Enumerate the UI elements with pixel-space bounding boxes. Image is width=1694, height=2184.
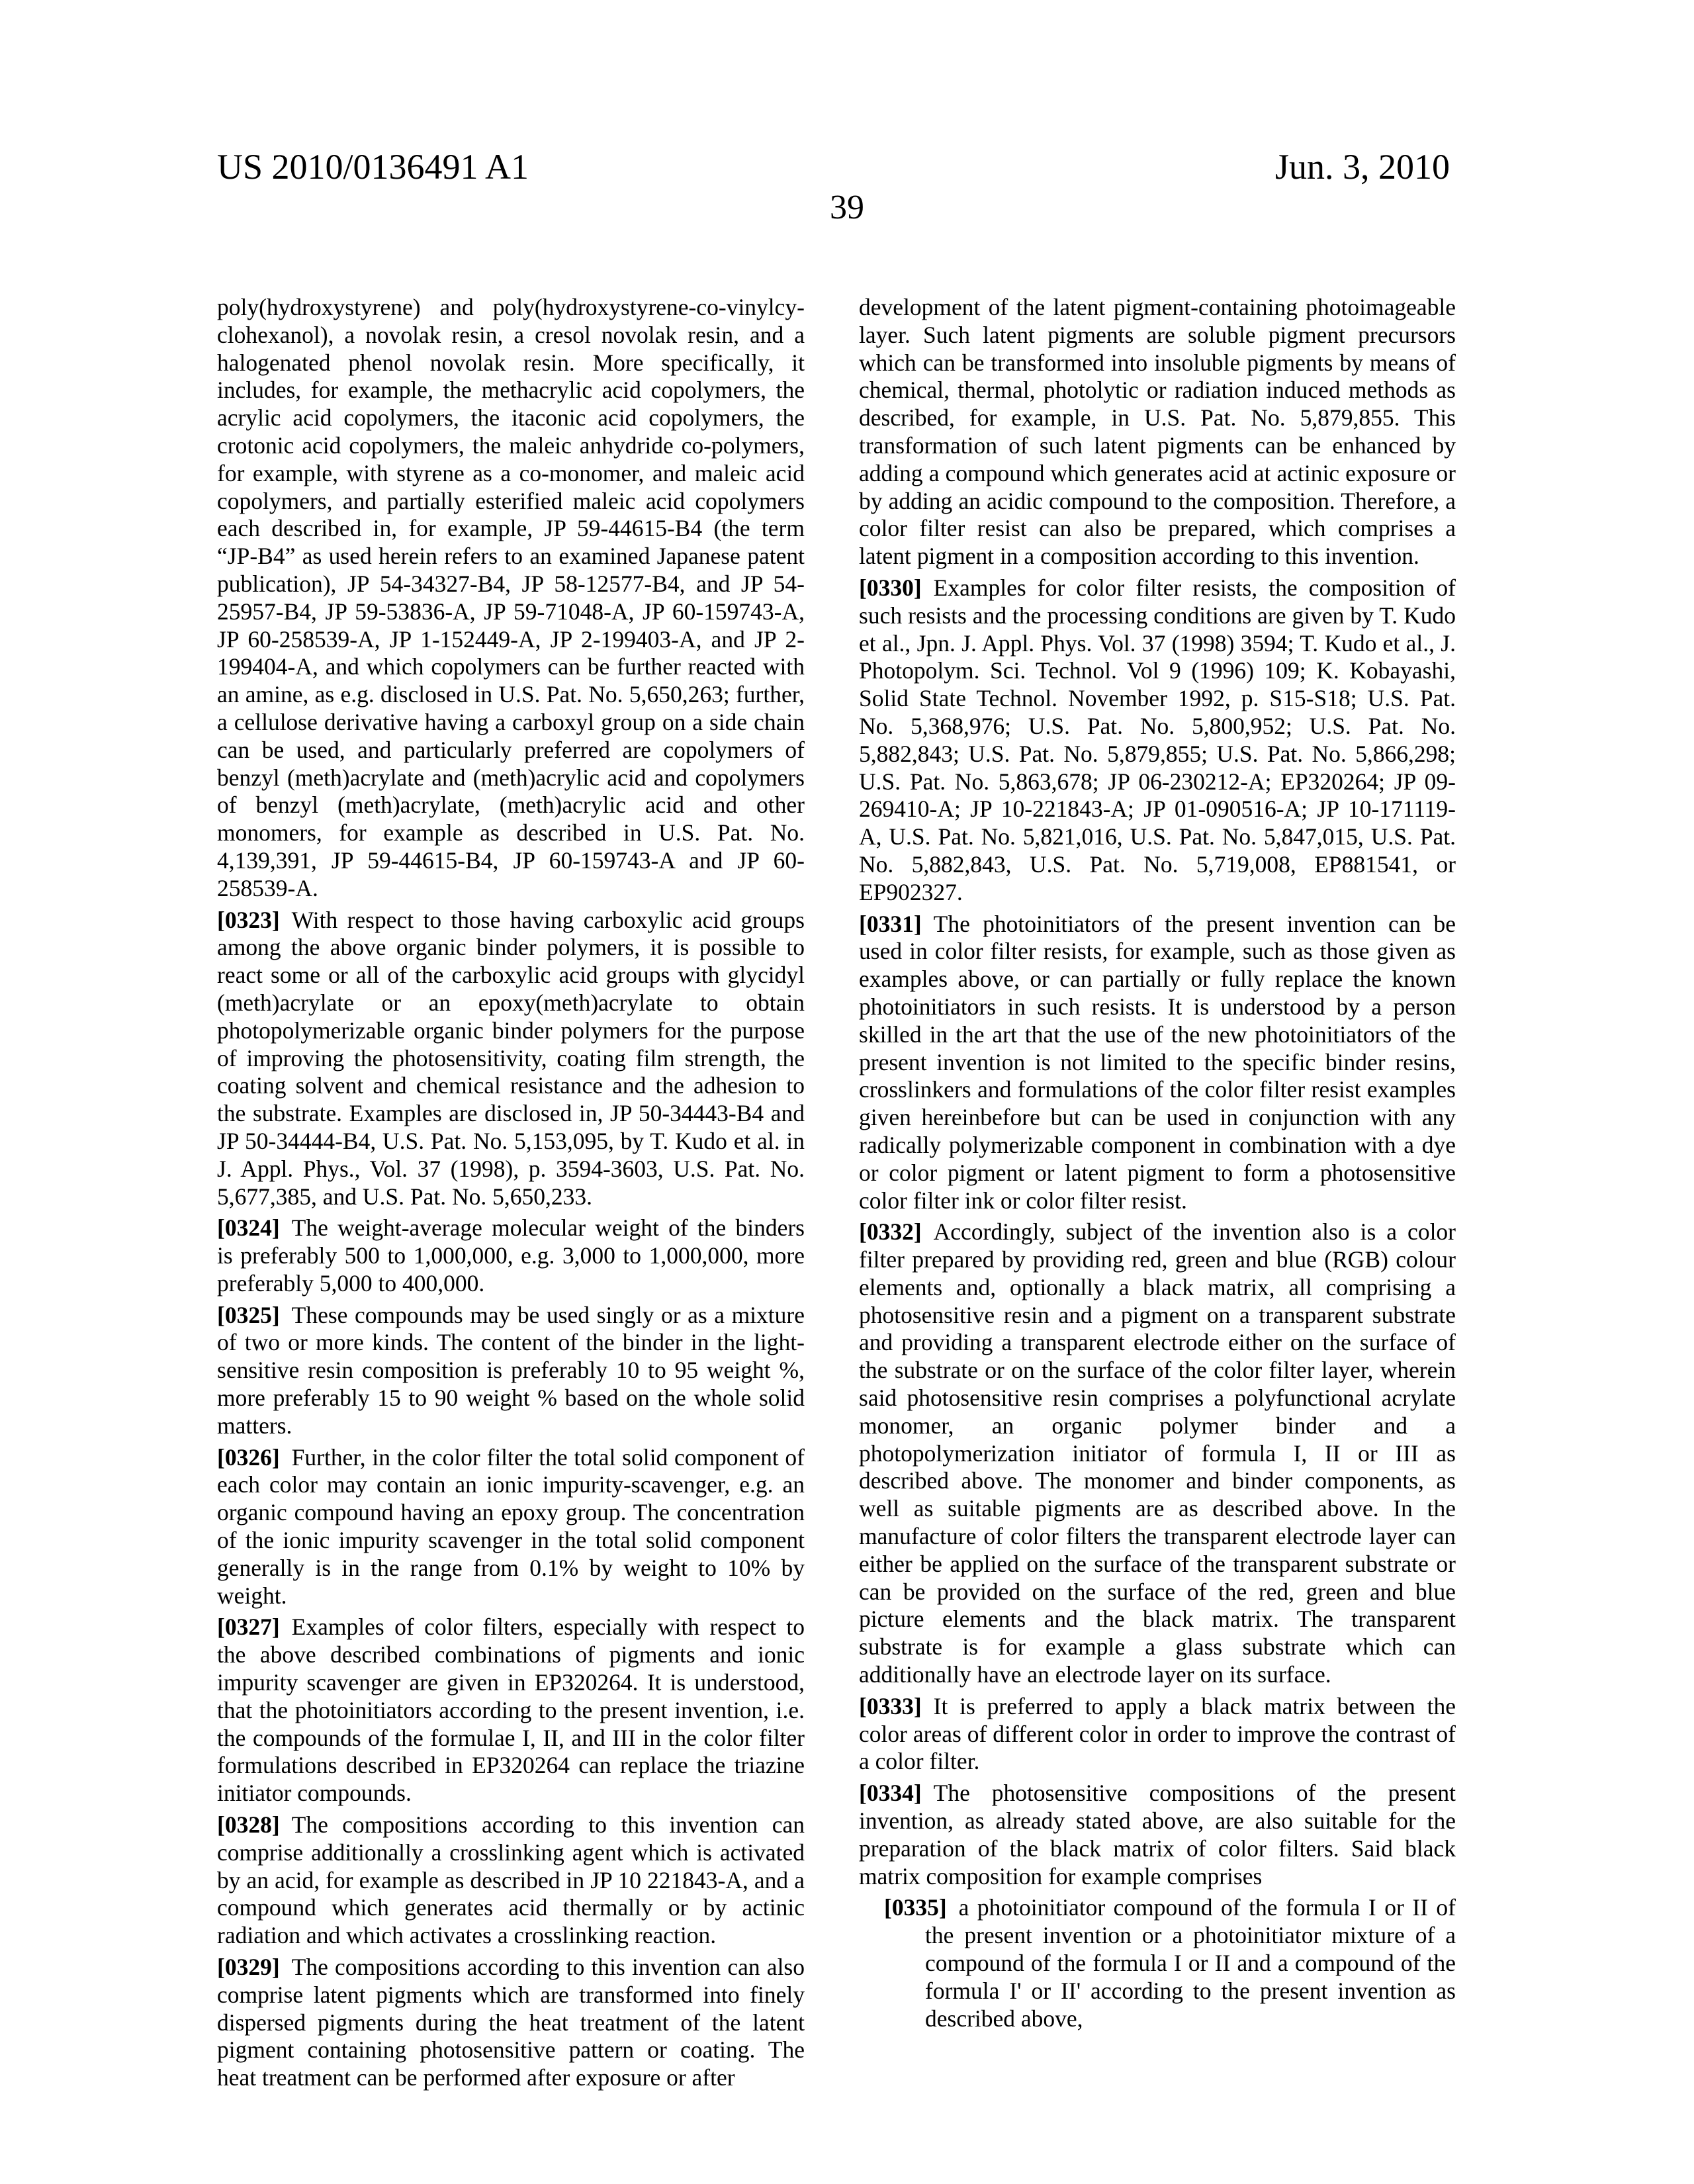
paragraph-0332 — [859, 1218, 1456, 1689]
paragraph-text: Examples for color filter resists, the composition of such resists and the processing conditions are given by T. Kudo et al., Jpn. J. Appl. Phys. Vol. 37 (1998) 3594; T. Kudo et al., J. Photopolym. Sci. Technol. Vol 9 (1996) 109; K. Kobayashi, Solid State Technol. November 1992, p. S15-S18; U.S. Pat. No. 5,368,976; U.S. Pat. No. 5,800,952; U.S. Pat. No. 5,882,843; U.S. Pat. No. 5,879,855; U.S. Pat. No. 5,866,298; U.S. Pat. No. 5,863,678; JP 06-230212-A; EP320264; JP 09-269410-A; JP 10-221843-A; JP 01-090516-A; JP 10-171119-A, U.S. Pat. No. 5,821,016, U.S. Pat. No. 5,847,015, U.S. Pat. No. 5,882,843, U.S. Pat. No. 5,719,008, EP881541, or EP902327. — [859, 574, 1456, 905]
paragraph-text: The photoinitiators of the present invention can be used in color filter resists, for example, such as those given as examples above, or can partially or fully replace the known photoinitiators in such resists. It is understood by a person skilled in the art that the use of the new photoinitiators of the present invention is not limited to the specific binder resins, crosslinkers and formulations of the color filter resist examples given hereinbefore but can be used in conjunction with any radically polymerizable component in combination with a dye or color pigment or latent pigment to form a photosensitive color filter ink or color filter resist. — [859, 911, 1456, 1214]
paragraph-number: [0328] — [217, 1811, 280, 1838]
paragraph-0326 — [217, 1444, 805, 1610]
paragraph-number: [0327] — [217, 1614, 280, 1640]
page-number: 39 — [0, 189, 1694, 227]
paragraph-number: [0333] — [859, 1693, 922, 1719]
paragraph-number: [0324] — [217, 1214, 280, 1241]
paragraph-text: a photoinitiator compound of the formula I or II of the present invention or a photoinitiator mixture of a compound of the formula I or II and a compound of the formula I' or II' according to the present invention as described above, — [925, 1894, 1456, 2031]
paragraph-0330 — [859, 574, 1456, 907]
paragraph-0324 — [217, 1214, 805, 1297]
paragraph-text: Accordingly, subject of the invention also is a color filter prepared by providing red, green and blue (RGB) colour elements and, optionally a black matrix, all comprising a photosensitive resin and a pigment on a transparent substrate and providing a transparent electrode either on the surface of the substrate or on the surface of the color filter layer, wherein said photosensitive resin comprises a polyfunctional acrylate monomer, an organic polymer binder and a photopolymerization initiator of formula I, II or III as described above. The monomer and binder components, as well as suitable pigments are as described above. In the manufacture of color filters the transparent electrode layer can either be applied on the surface of the transparent substrate or can be provided on the surface of the red, green and blue picture elements and the black matrix. The transparent substrate is for example a glass substrate which can additionally have an electrode layer on its surface. — [859, 1218, 1456, 1688]
paragraph-number: [0323] — [217, 907, 280, 933]
paragraph-0327 — [217, 1614, 805, 1807]
paragraph-text: These compounds may be used singly or as a mixture of two or more kinds. The content of the binder in the light-sensitive resin composition is preferably 10 to 95 weight %, more preferably 15 to 90 weight % based on the whole solid matters. — [217, 1302, 805, 1439]
paragraph-continued: poly(hydroxystyrene) and poly(hydroxystyrene-co-vinylcy-clohexanol), a novolak resin, a cresol novolak resin, and a halogenated phenol novolak resin. More specifically, it includes, for example, the methacrylic acid copolymers, the acrylic acid copolymers, the itaconic acid copolymers, the crotonic acid copolymers, the maleic anhydride co-polymers, for example, with styrene as a co-monomer, and maleic acid copolymers, and partially esterified maleic acid copolymers each described in, for example, JP 59-44615-B4 (the term “JP-B4” as used herein refers to an examined Japanese patent publication), JP 54-34327-B4, JP 58-12577-B4, and JP 54-25957-B4, JP 59-53836-A, JP 59-71048-A, JP 60-159743-A, JP 60-258539-A, JP 1-152449-A, JP 2-199403-A, and JP 2-199404-A, and which copolymers can be further reacted with an amine, as e.g. disclosed in U.S. Pat. No. 5,650,263; further, a cellulose derivative having a carboxyl group on a side chain can be used, and particularly preferred are copolymers of benzyl (meth)acrylate and (meth)acrylic acid and copolymers of benzyl (meth)acrylate, (meth)acrylic acid and other monomers, for example as described in U.S. Pat. No. 4,139,391, JP 59-44615-B4, JP 60-159743-A and JP 60-258539-A. — [217, 294, 805, 903]
paragraph-0334 — [859, 1780, 1456, 1890]
paragraph-text: The weight-average molecular weight of the binders is preferably 500 to 1,000,000, e.g. 3,000 to 1,000,000, more preferably 5,000 to 400,000. — [217, 1214, 805, 1297]
paragraph-number: [0331] — [859, 911, 922, 937]
paragraph-continued: development of the latent pigment-containing photoimageable layer. Such latent pigments are soluble pigment precursors which can be transformed into insoluble pigments by means of chemical, thermal, photolytic or radiation induced methods as described, for example, in U.S. Pat. No. 5,879,855. This transformation of such latent pigments can be enhanced by adding a compound which generates acid at actinic exposure or by adding an acidic compound to the composition. Therefore, a color filter resist can also be prepared, which comprises a latent pigment in a composition according to this invention. — [859, 294, 1456, 570]
left-column — [217, 294, 805, 2096]
paragraph-0325 — [217, 1302, 805, 1440]
paragraph-number: [0330] — [859, 574, 922, 601]
paragraph-0333 — [859, 1693, 1456, 1776]
paragraph-0331 — [859, 911, 1456, 1215]
right-column — [859, 294, 1456, 2036]
paragraph-text: Examples of color filters, especially with respect to the above described combinations of pigments and ionic impurity scavenger are given in EP320264. It is understood, that the photoinitiators according to the present invention, i.e. the compounds of the formulae I, II, and III in the color filter formulations described in EP320264 can replace the triazine initiator compounds. — [217, 1614, 805, 1806]
paragraph-number: [0335] — [884, 1894, 947, 1921]
publication-date: Jun. 3, 2010 — [1275, 147, 1450, 187]
paragraph-0329 — [217, 1954, 805, 2092]
publication-number: US 2010/0136491 A1 — [217, 147, 529, 187]
paragraph-text: It is preferred to apply a black matrix between the color areas of different color in order to improve the contrast of a color filter. — [859, 1693, 1456, 1775]
paragraph-number: [0325] — [217, 1302, 280, 1328]
paragraph-number: [0332] — [859, 1218, 922, 1245]
paragraph-text: Further, in the color filter the total solid component of each color may contain an ionic impurity-scavenger, e.g. an organic compound having an epoxy group. The concentration of the ionic impurity scavenger in the total solid component generally is in the range from 0.1% by weight to 10% by weight. — [217, 1444, 805, 1609]
paragraph-text: The compositions according to this invention can also comprise latent pigments which are transformed into finely dispersed pigments during the heat treatment of the latent pigment containing photosensitive pattern or coating. The heat treatment can be performed after exposure or after — [217, 1954, 805, 2091]
paragraph-0335 — [884, 1894, 1456, 2032]
paragraph-text: The compositions according to this invention can comprise additionally a crosslinking agent which is activated by an acid, for example as described in JP 10 221843-A, and a compound which generates acid thermally or by actinic radiation and which activates a crosslinking reaction. — [217, 1811, 805, 1948]
paragraph-number: [0326] — [217, 1444, 280, 1471]
paragraph-0323 — [217, 907, 805, 1211]
paragraph-text: The photosensitive compositions of the present invention, as already stated above, are also suitable for the preparation of the black matrix of color filters. Said black matrix composition for example comprises — [859, 1780, 1456, 1889]
paragraph-text: With respect to those having carboxylic acid groups among the above organic binder polymers, it is possible to react some or all of the carboxylic acid groups with glycidyl (meth)acrylate or an epoxy(meth)acrylate to obtain photopolymerizable organic binder polymers for the purpose of improving the photosensitivity, coating film strength, the coating solvent and chemical resistance and the adhesion to the substrate. Examples are disclosed in, JP 50-34443-B4 and JP 50-34444-B4, U.S. Pat. No. 5,153,095, by T. Kudo et al. in J. Appl. Phys., Vol. 37 (1998), p. 3594-3603, U.S. Pat. No. 5,677,385, and U.S. Pat. No. 5,650,233. — [217, 907, 805, 1210]
paragraph-number: [0334] — [859, 1780, 922, 1806]
paragraph-number: [0329] — [217, 1954, 280, 1980]
paragraph-0328 — [217, 1811, 805, 1950]
